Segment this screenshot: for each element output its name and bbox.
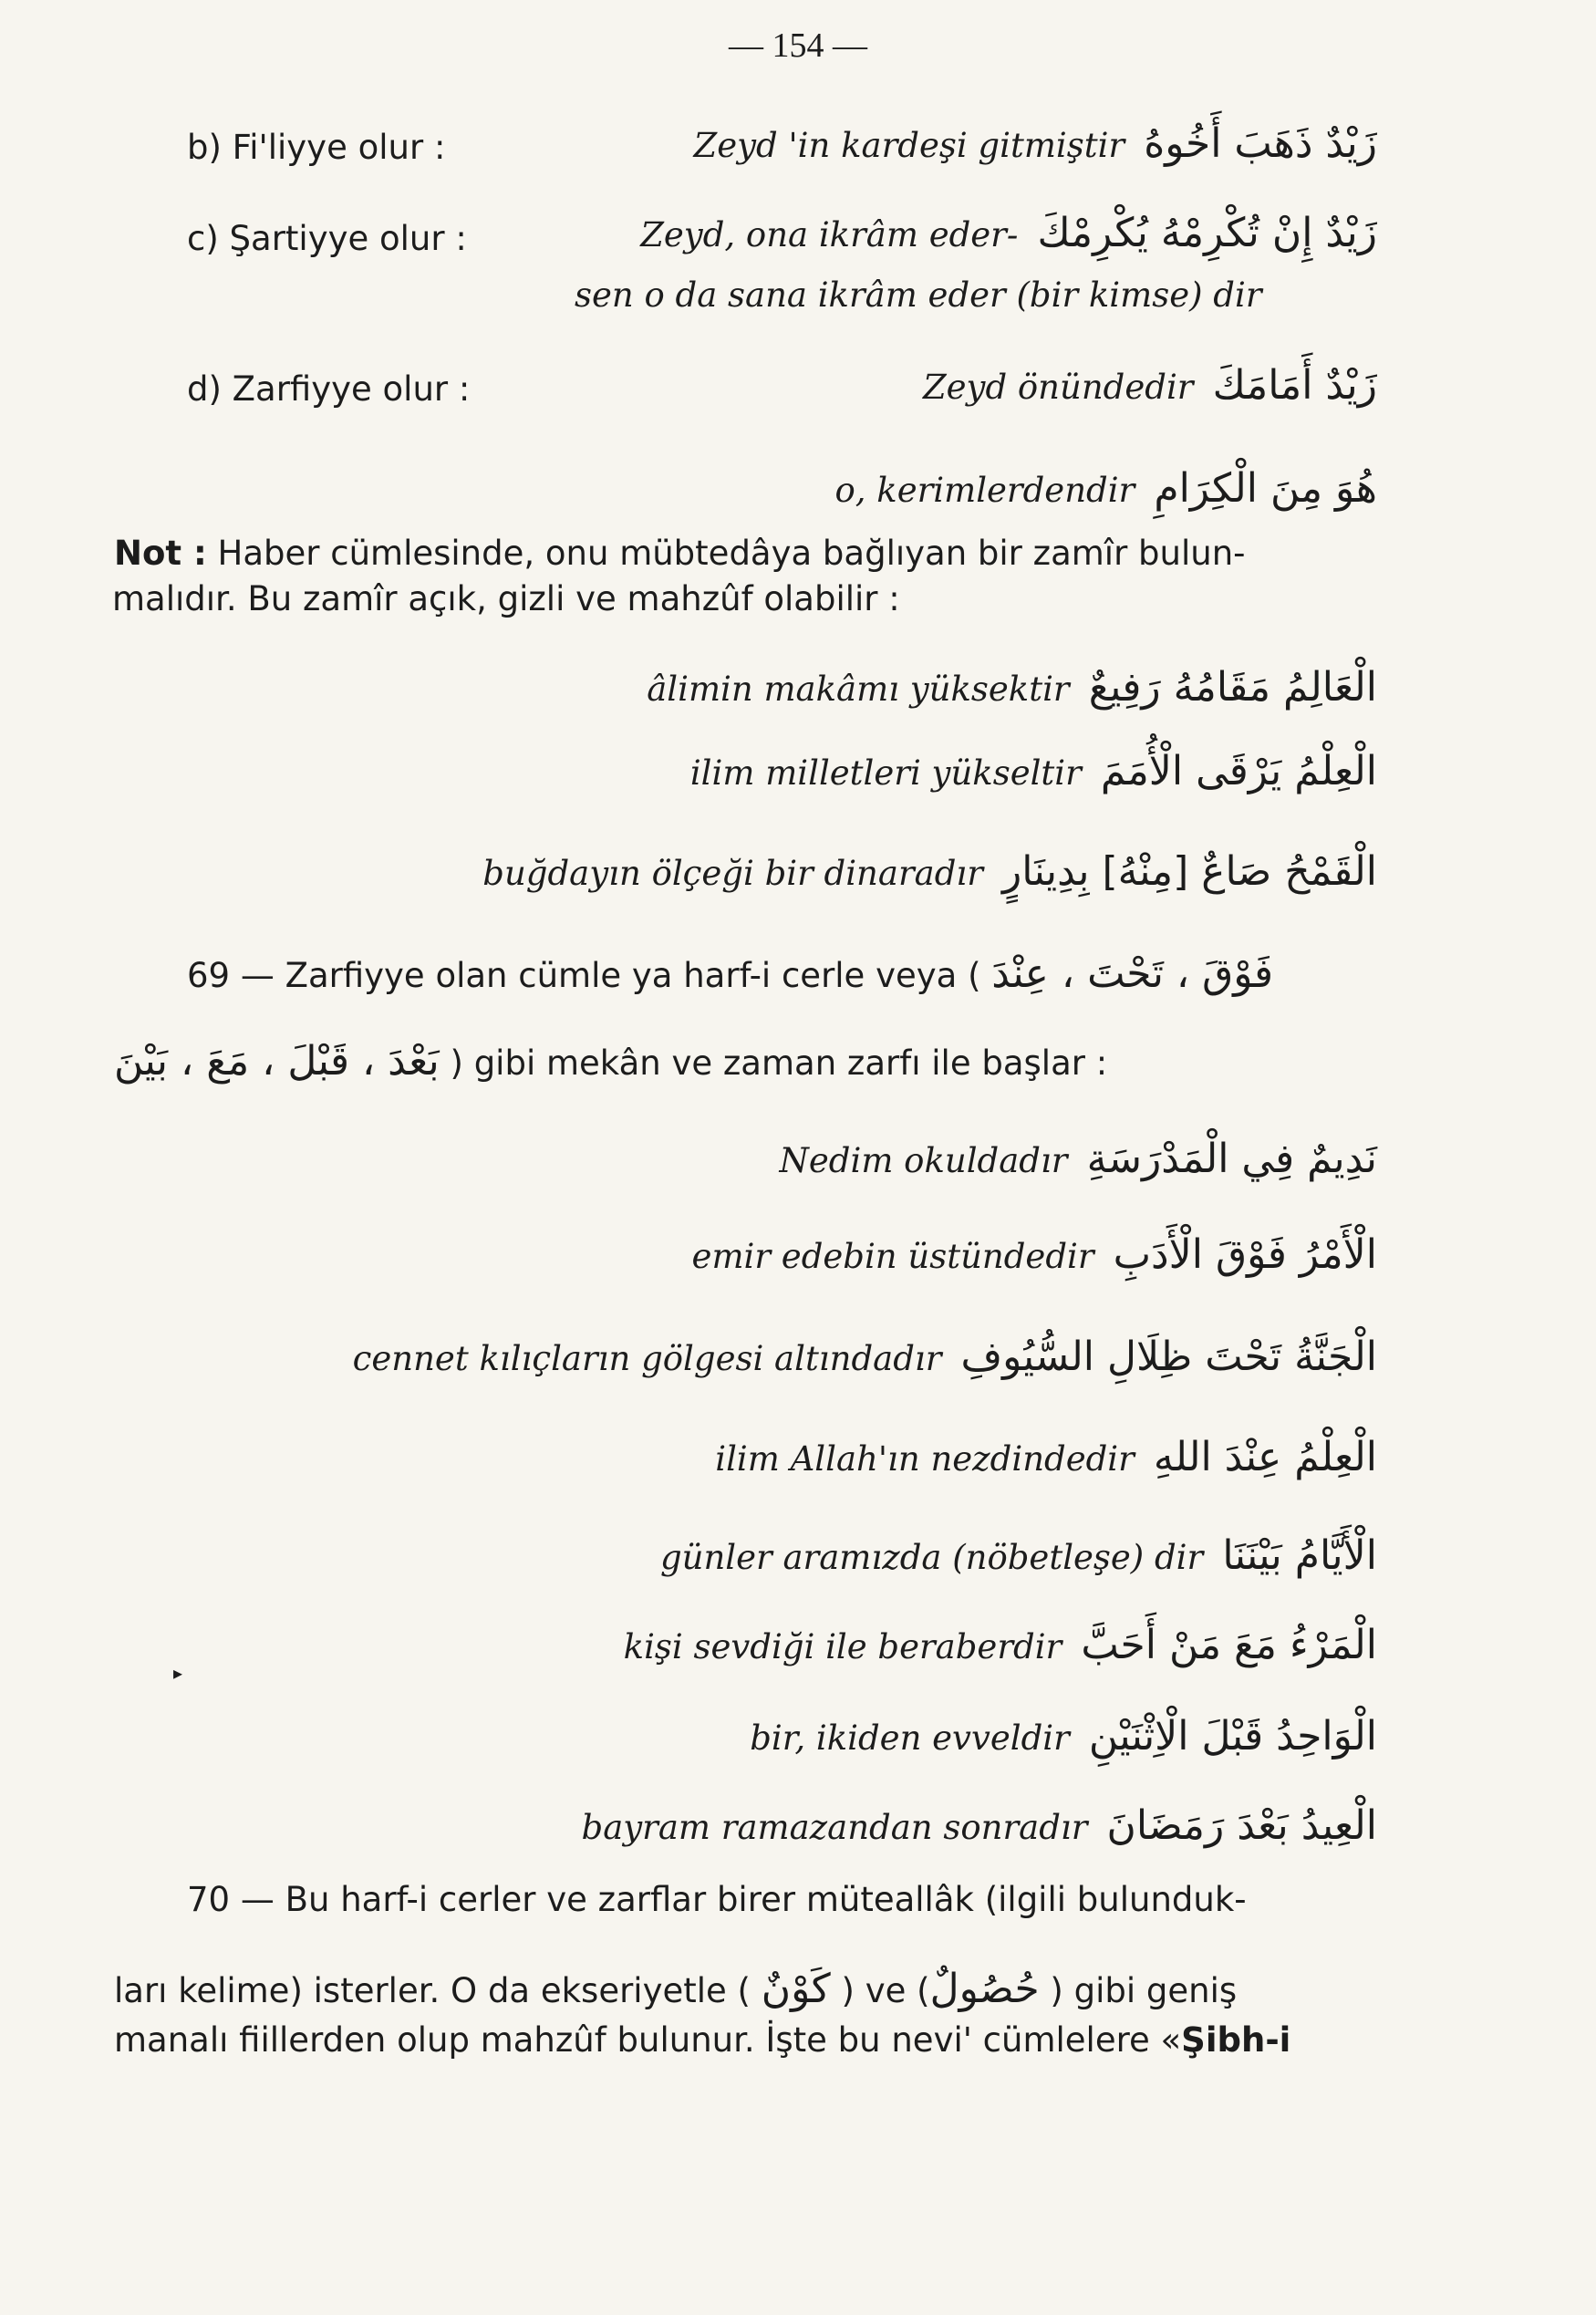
zarf-example-6: [624, 1622, 1377, 1668]
turkish-translation: cennet kılıçların gölgesi altındadır: [352, 1339, 942, 1378]
turkish-translation: Zeyd önündedir: [922, 368, 1194, 407]
note-paragraph: [114, 531, 1436, 622]
section-70-arabic-husul: حُصُولٌ: [929, 1966, 1040, 2012]
zarf-example-2: [692, 1231, 1377, 1278]
turkish-translation: Zeyd, ona ikrâm eder-: [640, 215, 1019, 254]
turkish-translation: bayram ramazandan sonradır: [581, 1808, 1088, 1847]
section-70-paragraph: [114, 1875, 1436, 2065]
arabic-example: الْوَاحِدُ قَبْلَ الْاِثْنَيْنِ: [1088, 1713, 1377, 1760]
section-69-text-2: ) gibi mekân ve zaman zarfı ile başlar :: [450, 1043, 1108, 1083]
turkish-translation: âlimin makâmı yüksektir: [647, 670, 1070, 709]
arabic-example: زَيْدٌ إِنْ تُكْرِمْهُ يُكْرِمْكَ: [1037, 210, 1377, 256]
arabic-example: الْمَرْءُ مَعَ مَنْ أَحَبَّ: [1081, 1622, 1377, 1668]
section-70-line-1: 70 — Bu harf-i cerler ve zarflar birer müteallâk (ilgili bulunduk-: [187, 1880, 1247, 1919]
section-70-arabic-kevn: كَوْنٌ: [761, 1966, 831, 2012]
example-kerimler: [834, 465, 1377, 512]
zarf-example-4: [715, 1434, 1377, 1480]
zarf-example-3: [353, 1334, 1377, 1380]
arabic-example: نَدِيمٌ فِي الْمَدْرَسَةِ: [1086, 1136, 1377, 1182]
note-line-1: Haber cümlesinde, onu mübtedâya bağlıyan bir zamîr bulun-: [217, 534, 1246, 573]
arabic-example: زَيْدٌ أَمَامَكَ: [1212, 362, 1377, 409]
example-zarfiyye: [923, 362, 1377, 409]
example-sartiyye: [640, 210, 1377, 256]
section-69-arabic-1: فَوْقَ ، تَحْتَ ، عِنْدَ: [991, 950, 1274, 997]
arabic-example: هُوَ مِنَ الْكِرَامِ: [1154, 465, 1377, 512]
section-70-text-c: ) gibi geniş: [1050, 1971, 1238, 2010]
type-label-filiyye: b) Fi'liyye olur :: [187, 128, 446, 167]
turkish-translation: günler aramızda (nöbetleşe) dir: [659, 1538, 1204, 1577]
turkish-translation: emir edebin üstündedir: [691, 1237, 1094, 1276]
section-69-line-1: [187, 950, 1273, 997]
arabic-example: الْأَمْرُ فَوْقَ الْأَدَبِ: [1113, 1231, 1377, 1278]
note-label: Not :: [114, 534, 207, 573]
arabic-example: الْعِلْمُ عِنْدَ اللهِ: [1153, 1434, 1377, 1480]
turkish-translation: ilim Allah'ın nezdindedir: [715, 1439, 1135, 1479]
translation-continuation: sen o da sana ikrâm eder (bir kimse) dir: [575, 275, 1262, 315]
arabic-example: الْعَالِمُ مَقَامُهُ رَفِيعٌ: [1088, 664, 1377, 711]
arabic-example: الْأَيَّامُ بَيْنَنَا: [1222, 1532, 1377, 1579]
turkish-translation: Nedim okuldadır: [779, 1141, 1068, 1180]
note-example-1: [647, 664, 1377, 711]
section-70-line-3: [114, 2016, 1436, 2065]
note-example-2: [690, 748, 1377, 794]
turkish-translation: ilim milletleri yükseltir: [689, 753, 1082, 793]
arabic-example: الْجَنَّةُ تَحْتَ ظِلَالِ السُّيُوفِ: [960, 1334, 1377, 1380]
section-69-line-2: [114, 1038, 1107, 1085]
turkish-translation: bir, ikiden evveldir: [750, 1718, 1070, 1758]
arabic-example: زَيْدٌ ذَهَبَ أَخُوهُ: [1144, 120, 1377, 167]
example-filiyye: [694, 120, 1377, 167]
page-number: — 154 —: [729, 26, 867, 65]
turkish-translation: o, kerimlerdendir: [834, 471, 1135, 510]
section-70-text-d: manalı fiillerden olup mahzûf bulunur. İşte bu nevi' cümlelere «: [114, 2020, 1182, 2060]
section-69-arabic-2: بَعْدَ ، قَبْلَ ، مَعَ ، بَيْنَ: [114, 1038, 440, 1085]
stray-mark: ▸: [173, 1662, 183, 1684]
zarf-example-1: [780, 1136, 1377, 1182]
section-70-text-b: ) ve (: [841, 1971, 930, 2010]
type-label-sartiyye: c) Şartiyye olur :: [187, 219, 467, 258]
arabic-example: الْعِيدُ بَعْدَ رَمَضَانَ: [1106, 1802, 1377, 1849]
turkish-translation: Zeyd 'in kardeşi gitmiştir: [693, 126, 1125, 165]
arabic-example: الْقَمْحُ صَاعٌ [مِنْهُ] بِدِينَارٍ: [1002, 848, 1377, 895]
section-70-text-a: ları kelime) isterler. O da ekseriyetle (: [114, 1971, 751, 2010]
section-69-text: 69 — Zarfiyye olan cümle ya harf-i cerle veya (: [187, 956, 981, 995]
zarf-example-5: [660, 1532, 1377, 1579]
zarf-example-7: [750, 1713, 1377, 1760]
note-example-3: [482, 848, 1377, 895]
zarf-example-8: [582, 1802, 1377, 1849]
note-line-2: malıdır. Bu zamîr açık, gizli ve mahzûf olabilir :: [112, 579, 900, 618]
turkish-translation: kişi sevdiği ile beraberdir: [623, 1627, 1062, 1666]
type-label-zarfiyye: d) Zarfiyye olur :: [187, 369, 471, 409]
turkish-translation: buğdayın ölçeği bir dinaradır: [482, 854, 983, 893]
section-70-line-2: [114, 1965, 1436, 2016]
section-70-bold-term: Şibh-i: [1181, 2020, 1291, 2060]
arabic-example: الْعِلْمُ يَرْقَى الْأُمَمَ: [1100, 748, 1377, 794]
